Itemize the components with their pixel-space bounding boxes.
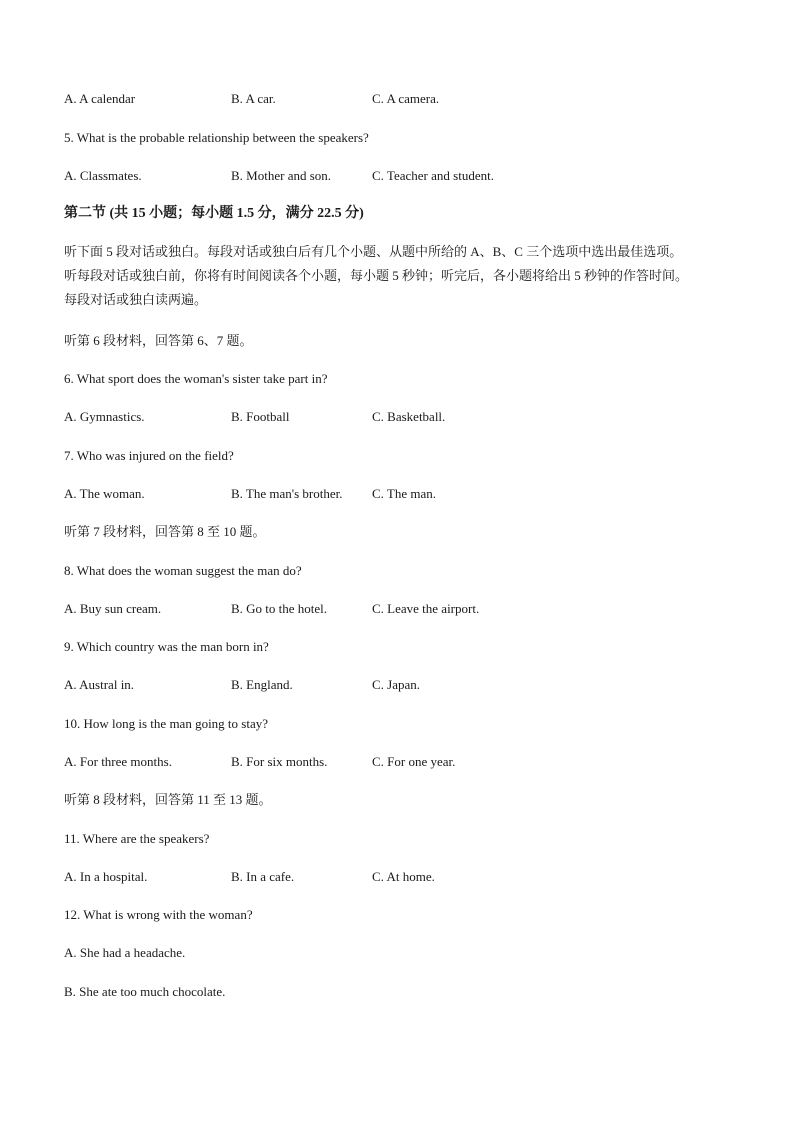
question-11: 11. Where are the speakers?	[64, 831, 210, 846]
q7-option-a: A. The woman.	[64, 486, 145, 501]
q8-option-a: A. Buy sun cream.	[64, 601, 162, 616]
question-10: 10. How long is the man going to stay?	[64, 716, 269, 731]
instruction-line-1: 听下面 5 段对话或独白。每段对话或独白后有几个小题、从题中所给的 A、B、C 三个选项中选出最佳选项。	[64, 244, 683, 259]
part-7-intro: 听第 7 段材料，回答第 8 至 10 题。	[64, 524, 266, 539]
q10-option-c: C. For one year.	[372, 754, 456, 769]
q12-option-a: A. She had a headache.	[64, 945, 186, 960]
q9-option-b: B. England.	[231, 677, 293, 692]
q11-option-c: C. At home.	[372, 869, 435, 884]
q12-option-b: B. She ate too much chocolate.	[64, 984, 226, 999]
q8-option-c: C. Leave the airport.	[372, 601, 480, 616]
q9-option-c: C. Japan.	[372, 677, 421, 692]
q6-option-a: A. Gymnastics.	[64, 409, 145, 424]
q5-option-b: B. Mother and son.	[231, 168, 332, 183]
q7-option-b: B. The man's brother.	[231, 486, 343, 501]
question-9: 9. Which country was the man born in?	[64, 639, 269, 654]
q4-option-c: C. A camera.	[372, 91, 440, 106]
instruction-line-2: 听每段对话或独白前，你将有时间阅读各个小题，每小题 5 秒钟；听完后，各小题将给出 5 秒钟的作答时间。	[64, 268, 689, 283]
q11-option-b: B. In a cafe.	[231, 869, 295, 884]
q5-option-a: A. Classmates.	[64, 168, 142, 183]
q9-option-a: A. Austral in.	[64, 677, 135, 692]
q6-option-c: C. Basketball.	[372, 409, 446, 424]
q4-option-b: B. A car.	[231, 91, 276, 106]
q8-option-b: B. Go to the hotel.	[231, 601, 328, 616]
q7-option-c: C. The man.	[372, 486, 437, 501]
q10-option-a: A. For three months.	[64, 754, 172, 769]
part-6-intro: 听第 6 段材料，回答第 6、7 题。	[64, 333, 253, 348]
question-6: 6. What sport does the woman's sister take part in?	[64, 371, 328, 386]
question-5: 5. What is the probable relationship between the speakers?	[64, 130, 369, 145]
section-instructions	[64, 240, 744, 312]
q4-option-a: A. A calendar	[64, 91, 136, 106]
question-12: 12. What is wrong with the woman?	[64, 907, 253, 922]
q5-option-c: C. Teacher and student.	[372, 168, 494, 183]
q11-option-a: A. In a hospital.	[64, 869, 148, 884]
q10-option-b: B. For six months.	[231, 754, 328, 769]
section-heading: 第二节 (共 15 小题；每小题 1.5 分，满分 22.5 分)	[64, 206, 364, 221]
question-8: 8. What does the woman suggest the man do?	[64, 563, 302, 578]
question-7: 7. Who was injured on the field?	[64, 448, 234, 463]
q6-option-b: B. Football	[231, 409, 290, 424]
part-8-intro: 听第 8 段材料，回答第 11 至 13 题。	[64, 792, 272, 807]
instruction-line-3: 每段对话或独白读两遍。	[64, 292, 208, 307]
